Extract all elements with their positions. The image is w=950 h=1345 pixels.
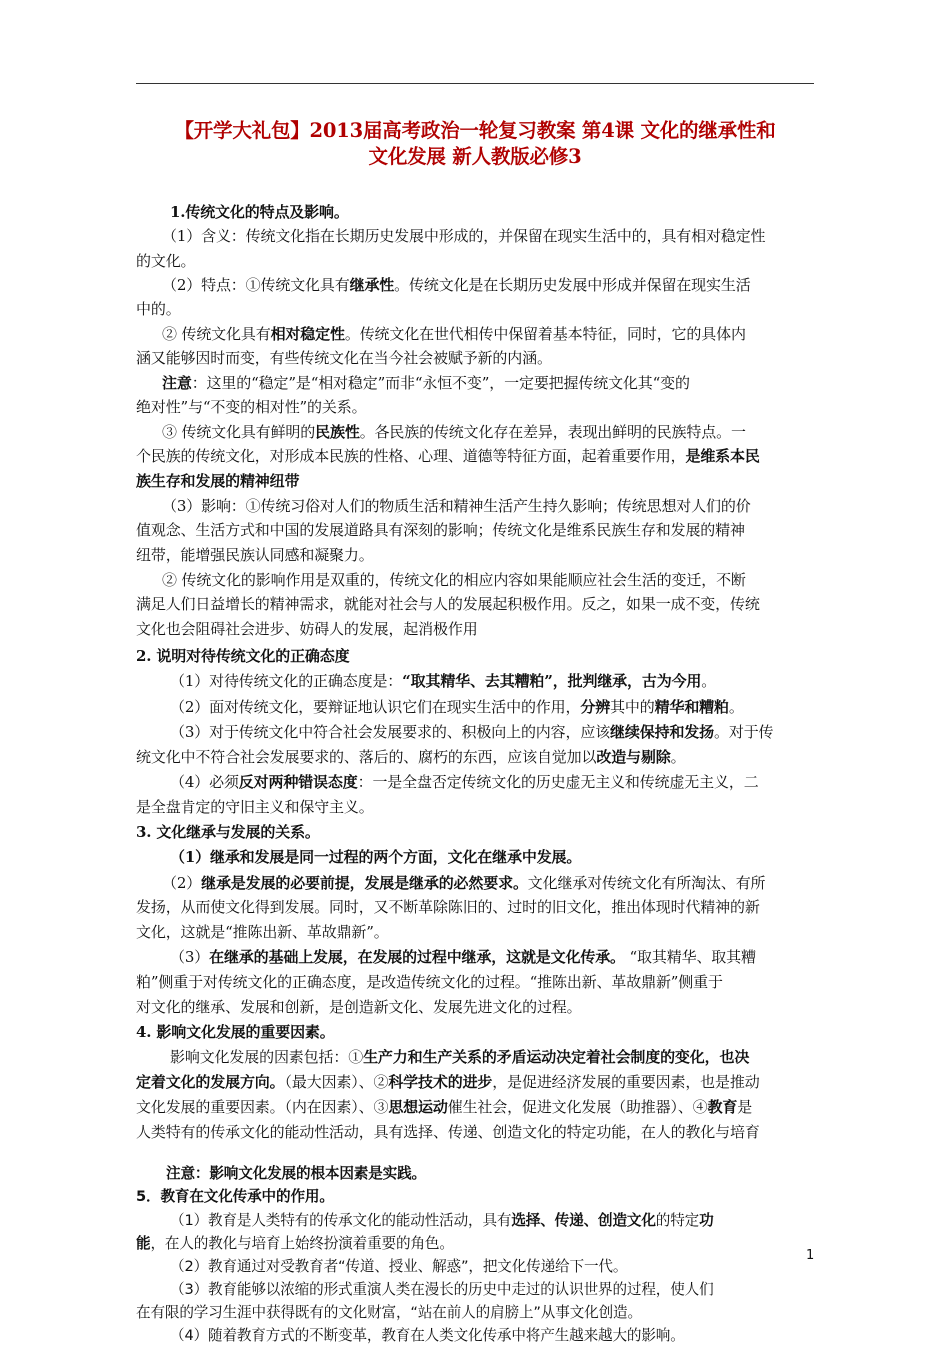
text-line: [170, 1048, 749, 1067]
text-line: [136, 595, 760, 614]
text-segment: 是全盘肯定的守旧主义和保守主义。: [136, 798, 374, 816]
bold-text: 选择、传递、创造文化: [511, 1212, 656, 1229]
text-segment: ② 传统文化的影响作用是双重的，传统文化的相应内容如果能顺应社会生活的变迁，不断: [162, 571, 746, 589]
text-segment: ，在人的教化与培育上始终扮演着重要的角色。: [150, 1235, 454, 1252]
text-line: [136, 472, 299, 491]
text-line: [170, 848, 581, 867]
bold-text: 在继承的基础上发展，在发展的过程中继承，这就是文化传承。: [209, 948, 625, 966]
text-line: [136, 1234, 454, 1253]
text-segment: 的文化。: [136, 252, 196, 270]
text-segment: 其中的: [610, 698, 655, 716]
text-segment: 。各民族的传统文化存在差异，表现出鲜明的民族特点。一: [359, 423, 746, 441]
title-line-2: 文化发展 新人教版必修3: [368, 145, 582, 168]
text-segment: （4）随着教育方式的不断变革，教育在人类文化传承中将产生越来越大的影响。: [170, 1327, 685, 1344]
text-segment: 是: [737, 1098, 753, 1116]
text-line: [136, 300, 181, 319]
bold-text: 反对两种错误态度: [238, 773, 358, 791]
text-segment: （3）: [170, 948, 210, 966]
text-segment: 人类特有的传承文化的能动性活动，具有选择、传递、创造文化的特定功能，在人的教化与培育: [136, 1123, 760, 1141]
title-line-1: 【开学大礼包】2013届高考政治一轮复习教案 第4课 文化的继承性和: [174, 119, 776, 142]
text-line: [136, 1123, 760, 1142]
text-segment: （1）教育是人类特有的传承文化的能动性活动，具有: [170, 1212, 512, 1229]
text-segment: （3）对于传统文化中符合社会发展要求的、积极向上的内容，应该: [170, 723, 611, 741]
text-line: [170, 698, 744, 717]
text-segment: ：这里的“稳定”是“相对稳定”而非“永恒不变”，一定要把握传统文化其“变的: [191, 374, 690, 392]
text-segment: 中的。: [136, 300, 181, 318]
text-line: [136, 398, 366, 417]
text-segment: 文化继承对传统文化有所淘汰、有所: [527, 874, 766, 892]
text-segment: 文化也会阻碍社会进步、妨碍人的发展，起消极作用: [136, 620, 478, 638]
text-line: [162, 423, 746, 442]
text-segment: （2）教育通过对受教育者“传道、授业、解惑”，把文化传递给下一代。: [170, 1258, 628, 1275]
text-segment: 发扬，从而使文化得到发展。同时，又不断革除陈旧的、过时的旧文化，推出体现时代精神的新: [136, 898, 760, 916]
page-number: 1: [806, 1248, 815, 1263]
text-line: [162, 874, 765, 893]
text-segment: 文化，这就是“推陈出新、革故鼎新”。: [136, 923, 389, 941]
bold-text: 注意：影响文化发展的根本因素是实践。: [166, 1165, 426, 1182]
text-line: [136, 349, 552, 368]
text-line: [136, 973, 723, 992]
bold-text: 民族性: [315, 423, 360, 441]
text-segment: 文化发展的重要因素。（内在因素）、③: [136, 1098, 389, 1116]
text-segment: 影响文化发展的因素包括：①: [170, 1048, 364, 1066]
text-segment: ② 传统文化具有: [162, 325, 271, 343]
text-segment: （1）对待传统文化的正确态度是：: [170, 672, 403, 690]
bold-text: 分辨: [580, 698, 611, 716]
text-line: [136, 1098, 752, 1117]
text-segment: 催生社会，促进文化发展（助推器）、④: [447, 1098, 708, 1116]
text-segment: 个民族的传统文化，对形成本民族的性格、心理、道德等特征方面，起着重要作用，: [136, 447, 686, 465]
text-line: [136, 647, 349, 666]
bold-text: 3. 文化继承与发展的关系。: [136, 823, 320, 841]
text-line: [170, 773, 759, 792]
bold-text: 精华和糟粕: [654, 698, 729, 716]
bold-text: 能: [136, 1235, 151, 1252]
bold-text: 相对稳定性: [270, 325, 345, 343]
header-rule: [136, 83, 814, 84]
bold-text: 继续保持和发扬: [610, 723, 714, 741]
bold-text: “取其精华、去其糟粕”，批判继承，古为今用: [402, 672, 702, 690]
bold-text: 思想运动: [388, 1098, 448, 1116]
bold-text: 4. 影响文化发展的重要因素。: [136, 1023, 335, 1041]
text-segment: （1）含义：传统文化指在长期历史发展中形成的，并保留在现实生活中的，具有相对稳定性: [162, 227, 766, 245]
bold-text: （1）继承和发展是同一过程的两个方面，文化在继承中发展。: [170, 848, 582, 866]
text-segment: （3）影响：①传统习俗对人们的物质生活和精神生活产生持久影响；传统思想对人们的价: [162, 497, 751, 515]
text-line: [136, 1023, 335, 1042]
text-segment: 。对于传: [714, 723, 774, 741]
bold-text: 族生存和发展的精神纽带: [136, 472, 300, 490]
bold-text: 1.传统文化的特点及影响。: [170, 203, 349, 221]
text-line: [136, 748, 685, 767]
text-segment: 涵又能够因时而变，有些传统文化在当今社会被赋予新的内涵。: [136, 349, 552, 367]
text-segment: 统文化中不符合社会发展要求的、落后的、腐朽的东西，应该自觉加以: [136, 748, 597, 766]
text-line: [162, 276, 751, 295]
text-line: [170, 1326, 685, 1345]
text-line: [136, 1073, 760, 1092]
text-line: [136, 998, 582, 1017]
text-line: [136, 252, 195, 271]
text-line: [170, 948, 756, 967]
bold-text: 2. 说明对待传统文化的正确态度: [136, 647, 350, 665]
text-segment: ：一是全盘否定传统文化的历史虚无主义和传统虚无主义，二: [357, 773, 759, 791]
text-segment: （3）教育能够以浓缩的形式重演人类在漫长的历史中走过的认识世界的过程，使人们: [170, 1281, 714, 1298]
text-line: [136, 546, 374, 565]
bold-text: 教育: [707, 1098, 738, 1116]
text-segment: 的特定: [655, 1212, 700, 1229]
bold-text: 5．教育在文化传承中的作用。: [136, 1188, 334, 1205]
text-line: [136, 898, 760, 917]
bold-text: 注意: [162, 374, 192, 392]
text-line: [136, 447, 760, 466]
text-line: [162, 227, 765, 246]
text-segment: 在有限的学习生涯中获得既有的文化财富，“站在前人的肩膀上”从事文化创造。: [136, 1304, 642, 1321]
bold-text: 改造与剔除: [596, 748, 671, 766]
text-segment: 。传统文化是在长期历史发展中形成并保留在现实生活: [394, 276, 751, 294]
text-line: [170, 203, 349, 222]
text-segment: 纽带，能增强民族认同感和凝聚力。: [136, 546, 374, 564]
text-segment: 满足人们日益增长的精神需求，就能对社会与人的发展起积极作用。反之，如果一成不变，传统: [136, 595, 760, 613]
text-segment: ③ 传统文化具有鲜明的: [162, 423, 316, 441]
text-line: [170, 723, 773, 742]
text-line: [170, 1257, 627, 1276]
text-segment: 。: [728, 698, 744, 716]
bold-text: 功: [699, 1212, 714, 1229]
text-line: [170, 1280, 714, 1299]
text-line: [136, 521, 745, 540]
text-segment: 值观念、生活方式和中国的发展道路具有深刻的影响；传统文化是维系民族生存和发展的精神: [136, 521, 745, 539]
text-segment: ，是促进经济发展的重要因素，也是推动: [492, 1073, 760, 1091]
text-segment: （2）特点：①传统文化具有: [162, 276, 350, 294]
text-segment: 。传统文化在世代相传中保留着基本特征，同时，它的具体内: [344, 325, 746, 343]
text-segment: 。: [701, 672, 717, 690]
text-segment: 对文化的继承、发展和创新，是创造新文化、发展先进文化的过程。: [136, 998, 582, 1016]
bold-text: 生产力和生产关系的矛盾运动决定着社会制度的变化，也决: [363, 1048, 750, 1066]
text-line: [166, 1164, 426, 1183]
bold-text: 继承是发展的必要前提，发展是继承的必然要求。: [201, 874, 528, 892]
text-line: [136, 823, 320, 842]
text-segment: 。: [670, 748, 686, 766]
text-line: [136, 798, 374, 817]
text-segment: （2）: [162, 874, 202, 892]
text-segment: “取其精华、取其糟: [624, 948, 756, 966]
text-line: [162, 374, 690, 393]
text-line: [170, 672, 716, 691]
bold-text: 定着文化的发展方向。: [136, 1073, 285, 1091]
text-segment: 绝对性”与“不变的相对性”的关系。: [136, 398, 367, 416]
text-segment: 粕”侧重于对传统文化的正确态度，是改造传统文化的过程。“推陈出新、革故鼎新”侧重于: [136, 973, 723, 991]
text-line: [136, 620, 478, 639]
text-line: [162, 571, 746, 590]
text-segment: （最大因素）、②: [284, 1073, 389, 1091]
text-line: [136, 1187, 334, 1206]
document-title: [128, 118, 822, 170]
bold-text: 继承性: [349, 276, 395, 294]
bold-text: 是维系本民: [685, 447, 760, 465]
text-line: [136, 923, 389, 942]
text-line: [162, 497, 751, 516]
text-line: [162, 325, 746, 344]
text-line: [136, 1303, 642, 1322]
text-segment: （4）必须: [170, 773, 239, 791]
text-line: [170, 1211, 714, 1230]
text-segment: （2）面对传统文化，要辩证地认识它们在现实生活中的作用，: [170, 698, 581, 716]
bold-text: 科学技术的进步: [388, 1073, 493, 1091]
